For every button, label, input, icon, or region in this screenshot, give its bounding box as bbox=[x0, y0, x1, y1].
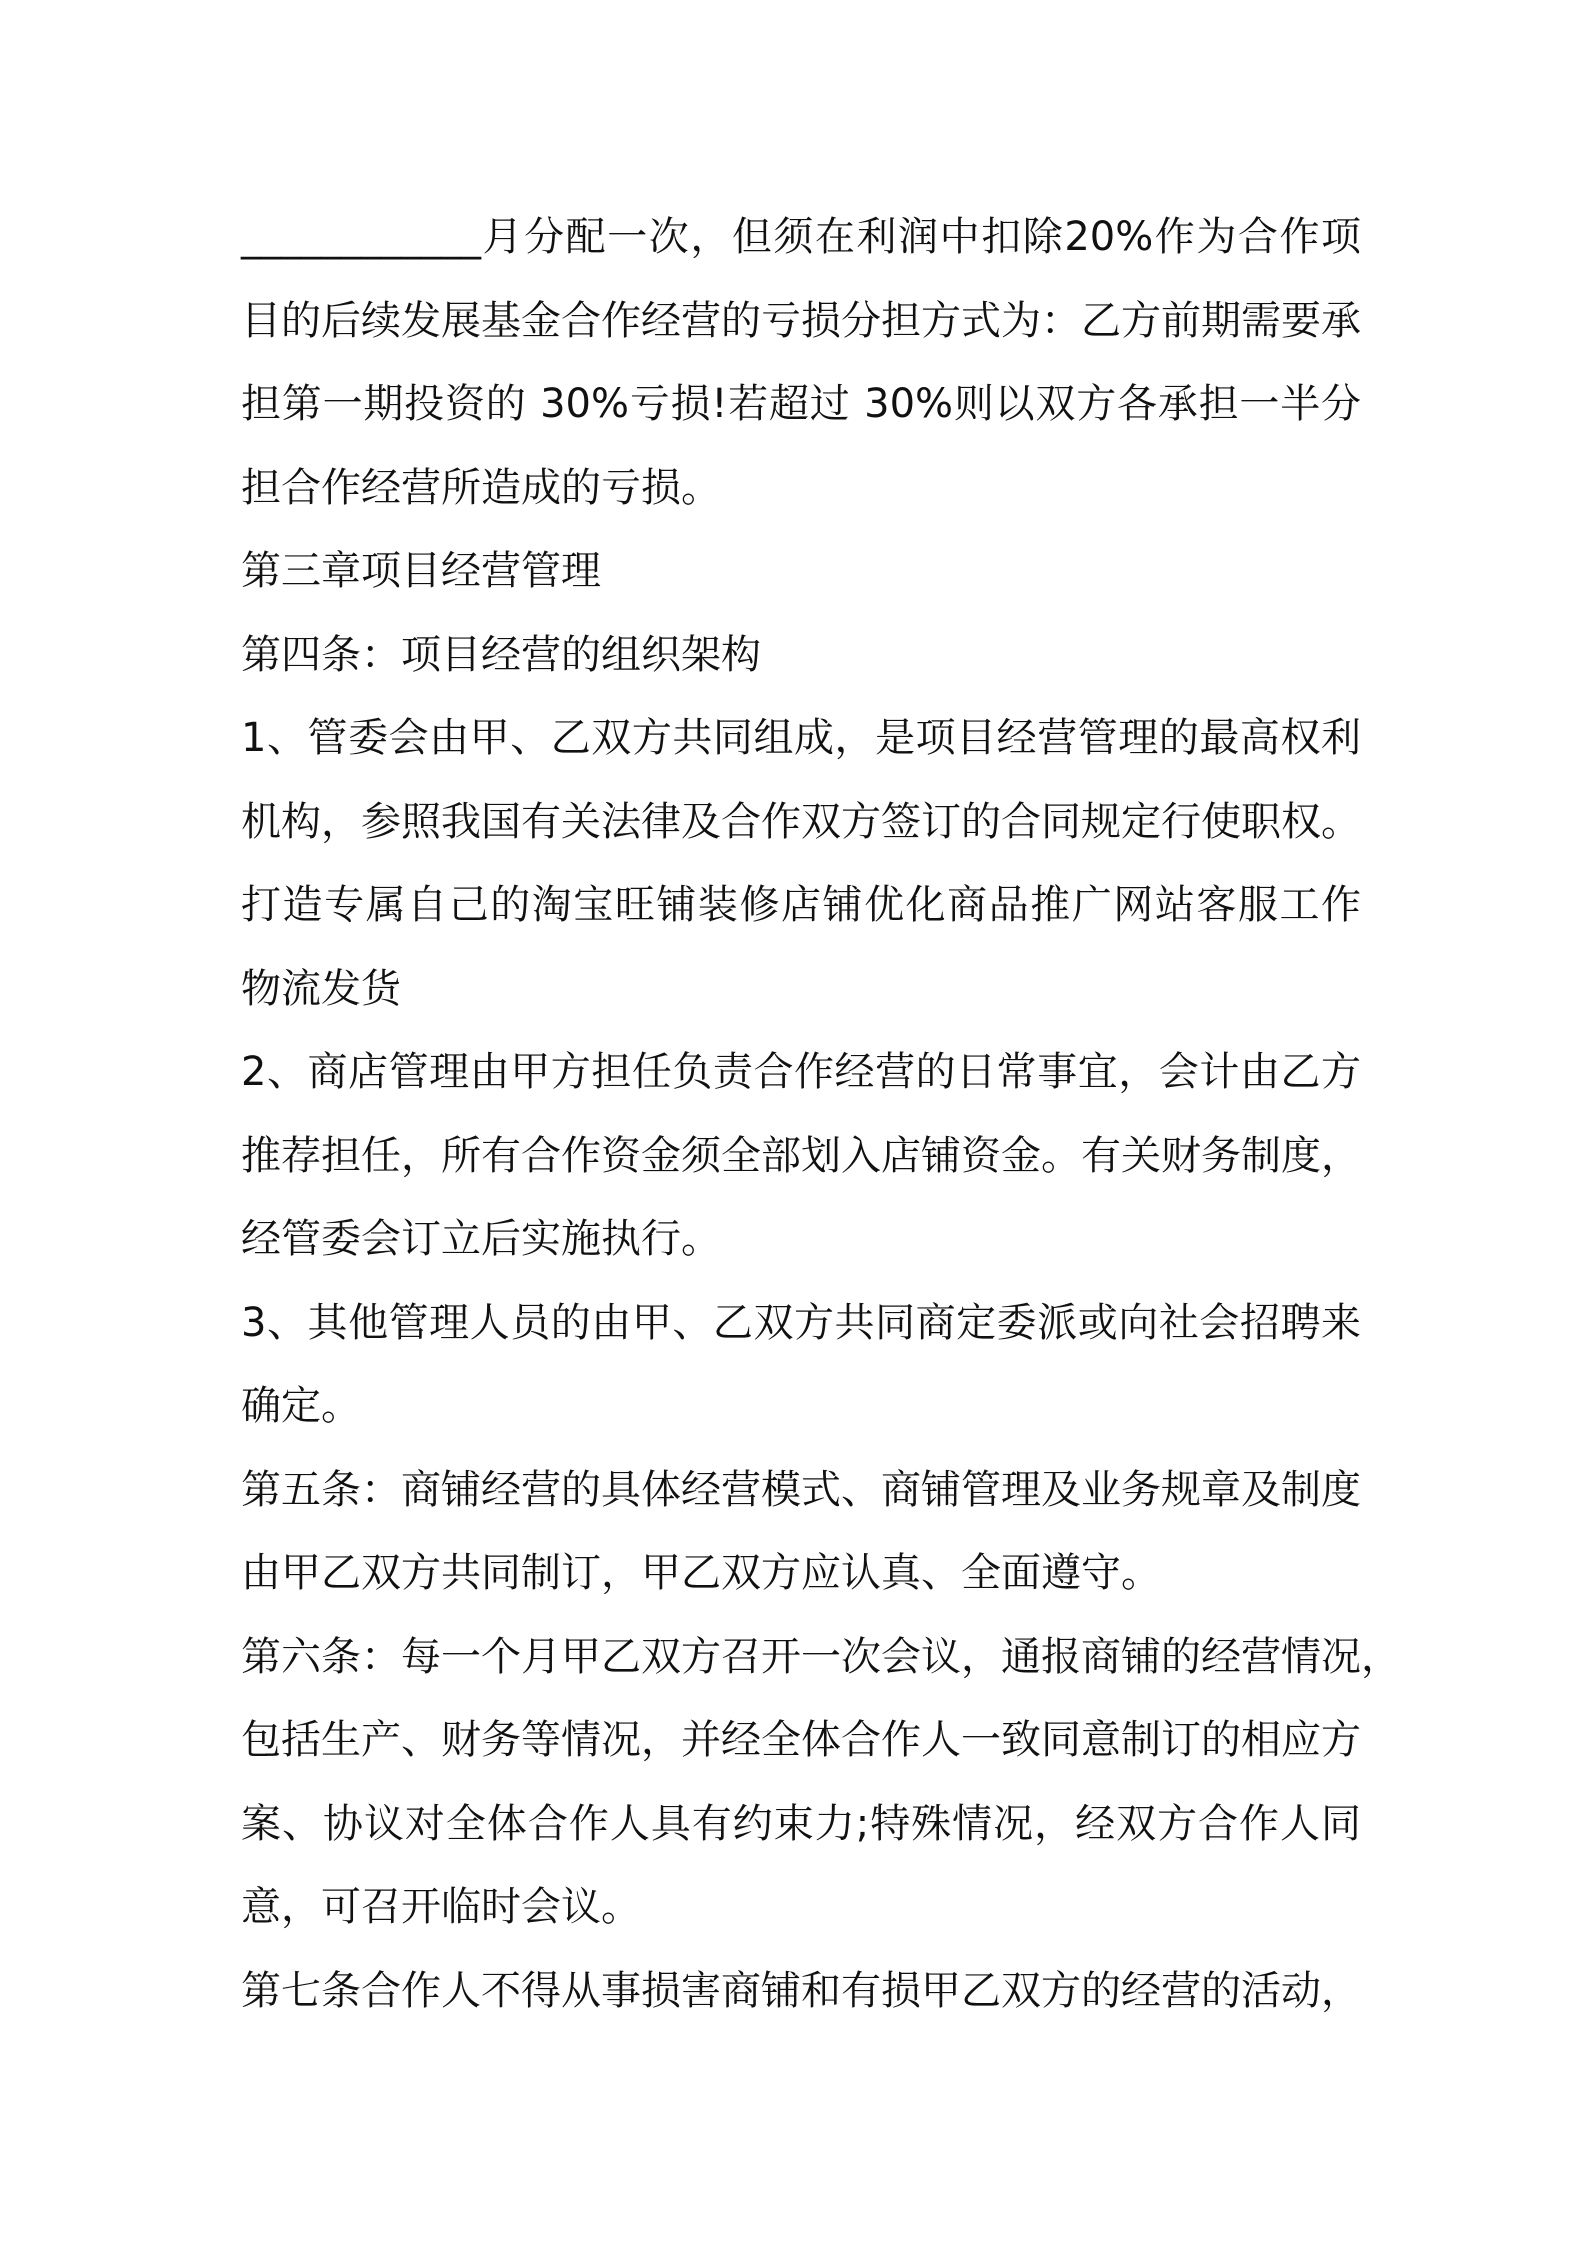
text-line-18: 第六条：每一个月甲乙双方召开一次会议，通报商铺的经营情况， bbox=[241, 1633, 1401, 1680]
text-line-19: 包括生产、财务等情况，并经全体合作人一致同意制订的相应方 bbox=[241, 1717, 1361, 1763]
text-line-13: 经管委会订立后实施执行。 bbox=[241, 1216, 721, 1262]
text-line-11: 2、商店管理由甲方担任负责合作经营的日常事宜，会计由乙方 bbox=[241, 1049, 1361, 1095]
text-line-10: 物流发货 bbox=[241, 965, 401, 1012]
text-line-15: 确定。 bbox=[241, 1383, 361, 1429]
text-line-12: 推荐担任，所有合作资金须全部划入店铺资金。有关财务制度， bbox=[241, 1132, 1361, 1179]
text-line-4: 担合作经营所造成的亏损。 bbox=[241, 464, 721, 511]
chapter-heading: 第三章项目经营管理 bbox=[241, 548, 601, 594]
text-line-3: 担第一期投资的 30%亏损!若超过 30%则以双方各承担一半分 bbox=[241, 381, 1361, 427]
text-line-9: 打造专属自己的淘宝旺铺装修店铺优化商品推广网站客服工作 bbox=[241, 882, 1361, 928]
text-line-20: 案、协议对全体合作人具有约束力;特殊情况，经双方合作人同 bbox=[241, 1800, 1361, 1847]
text-line-22: 第七条合作人不得从事损害商铺和有损甲乙双方的经营的活动， bbox=[241, 1967, 1361, 2014]
text-line-2: 目的后续发展基金合作经营的亏损分担方式为：乙方前期需要承 bbox=[241, 297, 1361, 344]
text-line-21: 意，可召开临时会议。 bbox=[241, 1884, 641, 1930]
text-line-1: ____________月分配一次，但须在利润中扣除20%作为合作项 bbox=[241, 214, 1361, 260]
text-line-16: 第五条：商铺经营的具体经营模式、商铺管理及业务规章及制度 bbox=[241, 1466, 1361, 1513]
article-four-heading: 第四条：项目经营的组织架构 bbox=[241, 631, 761, 678]
text-line-14: 3、其他管理人员的由甲、乙双方共同商定委派或向社会招聘来 bbox=[241, 1299, 1361, 1346]
document-body bbox=[241, 196, 1401, 2033]
text-line-17: 由甲乙双方共同制订，甲乙双方应认真、全面遵守。 bbox=[241, 1550, 1161, 1596]
text-line-8: 机构，参照我国有关法律及合作双方签订的合同规定行使职权。 bbox=[241, 798, 1361, 845]
text-line-7: 1、管委会由甲、乙双方共同组成，是项目经营管理的最高权利 bbox=[241, 715, 1361, 761]
